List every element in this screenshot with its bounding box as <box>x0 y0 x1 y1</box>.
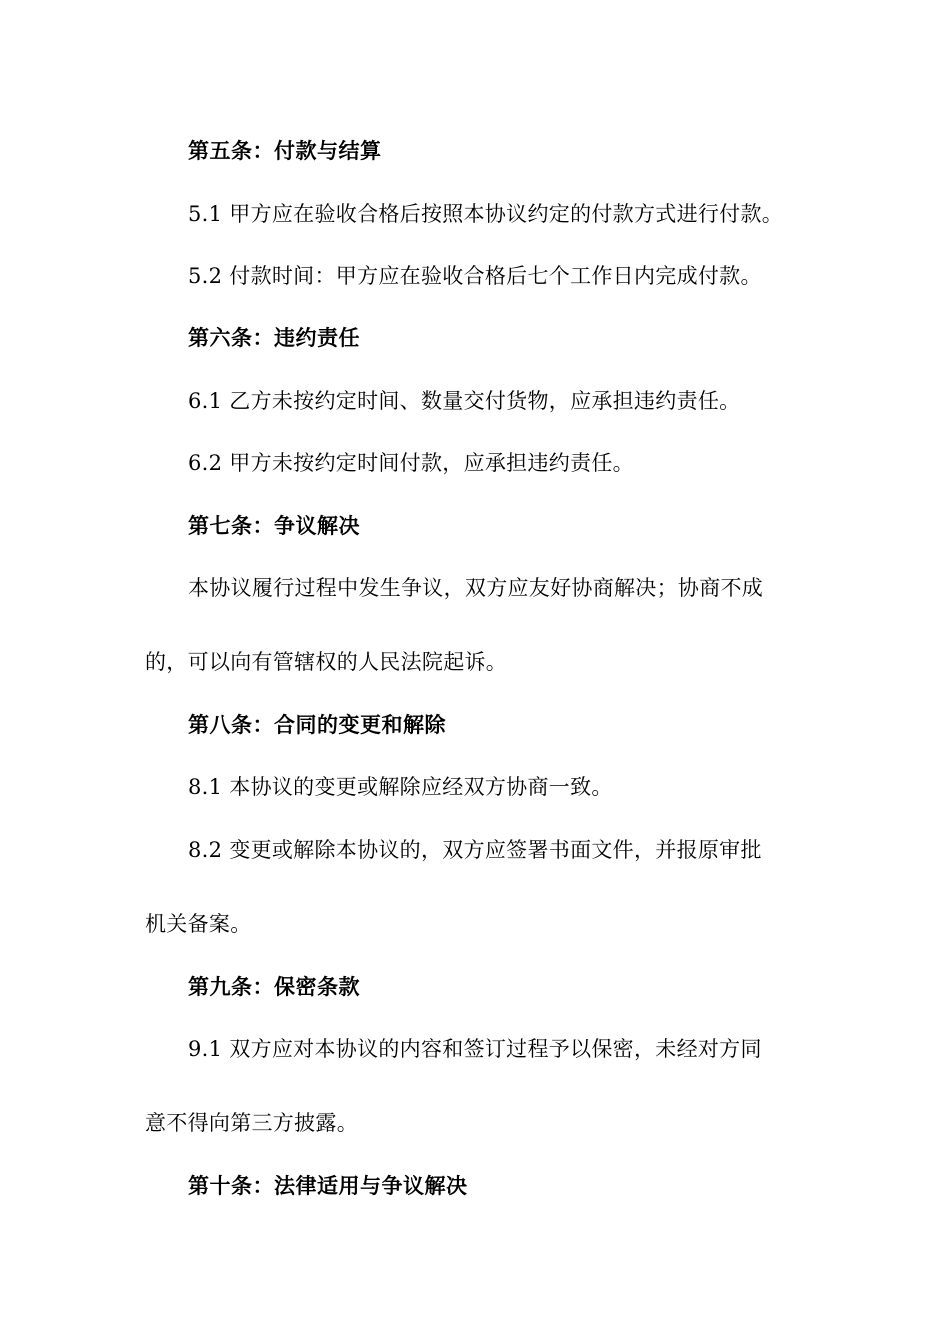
clause-8-1: 8.1 本协议的变更或解除应经双方协商一致。 <box>188 775 613 799</box>
clause-8-2-line-2: 机关备案。 <box>145 912 252 936</box>
clause-9-1-line-2: 意不得向第三方披露。 <box>145 1111 358 1135</box>
section-5-heading: 第五条：付款与结算 <box>188 139 382 163</box>
section-10-heading: 第十条：法律适用与争议解决 <box>188 1174 468 1198</box>
clause-6-2: 6.2 甲方未按约定时间付款，应承担违约责任。 <box>188 451 634 475</box>
section-7-paragraph-line-1: 本协议履行过程中发生争议，双方应友好协商解决；协商不成 <box>188 576 764 600</box>
section-7-paragraph-line-2: 的，可以向有管辖权的人民法院起诉。 <box>145 650 508 674</box>
section-6-heading: 第六条：违约责任 <box>188 326 360 350</box>
clause-9-1-line-1: 9.1 双方应对本协议的内容和签订过程予以保密，未经对方同 <box>188 1037 762 1061</box>
clause-6-1: 6.1 乙方未按约定时间、数量交付货物，应承担违约责任。 <box>188 389 741 413</box>
clause-8-2-line-1: 8.2 变更或解除本协议的，双方应签署书面文件，并报原审批 <box>188 838 762 862</box>
section-7-heading: 第七条：争议解决 <box>188 514 360 538</box>
section-8-heading: 第八条：合同的变更和解除 <box>188 713 446 737</box>
clause-5-2: 5.2 付款时间：甲方应在验收合格后七个工作日内完成付款。 <box>188 264 762 288</box>
clause-5-1: 5.1 甲方应在验收合格后按照本协议约定的付款方式进行付款。 <box>188 202 784 226</box>
section-9-heading: 第九条：保密条款 <box>188 975 360 999</box>
